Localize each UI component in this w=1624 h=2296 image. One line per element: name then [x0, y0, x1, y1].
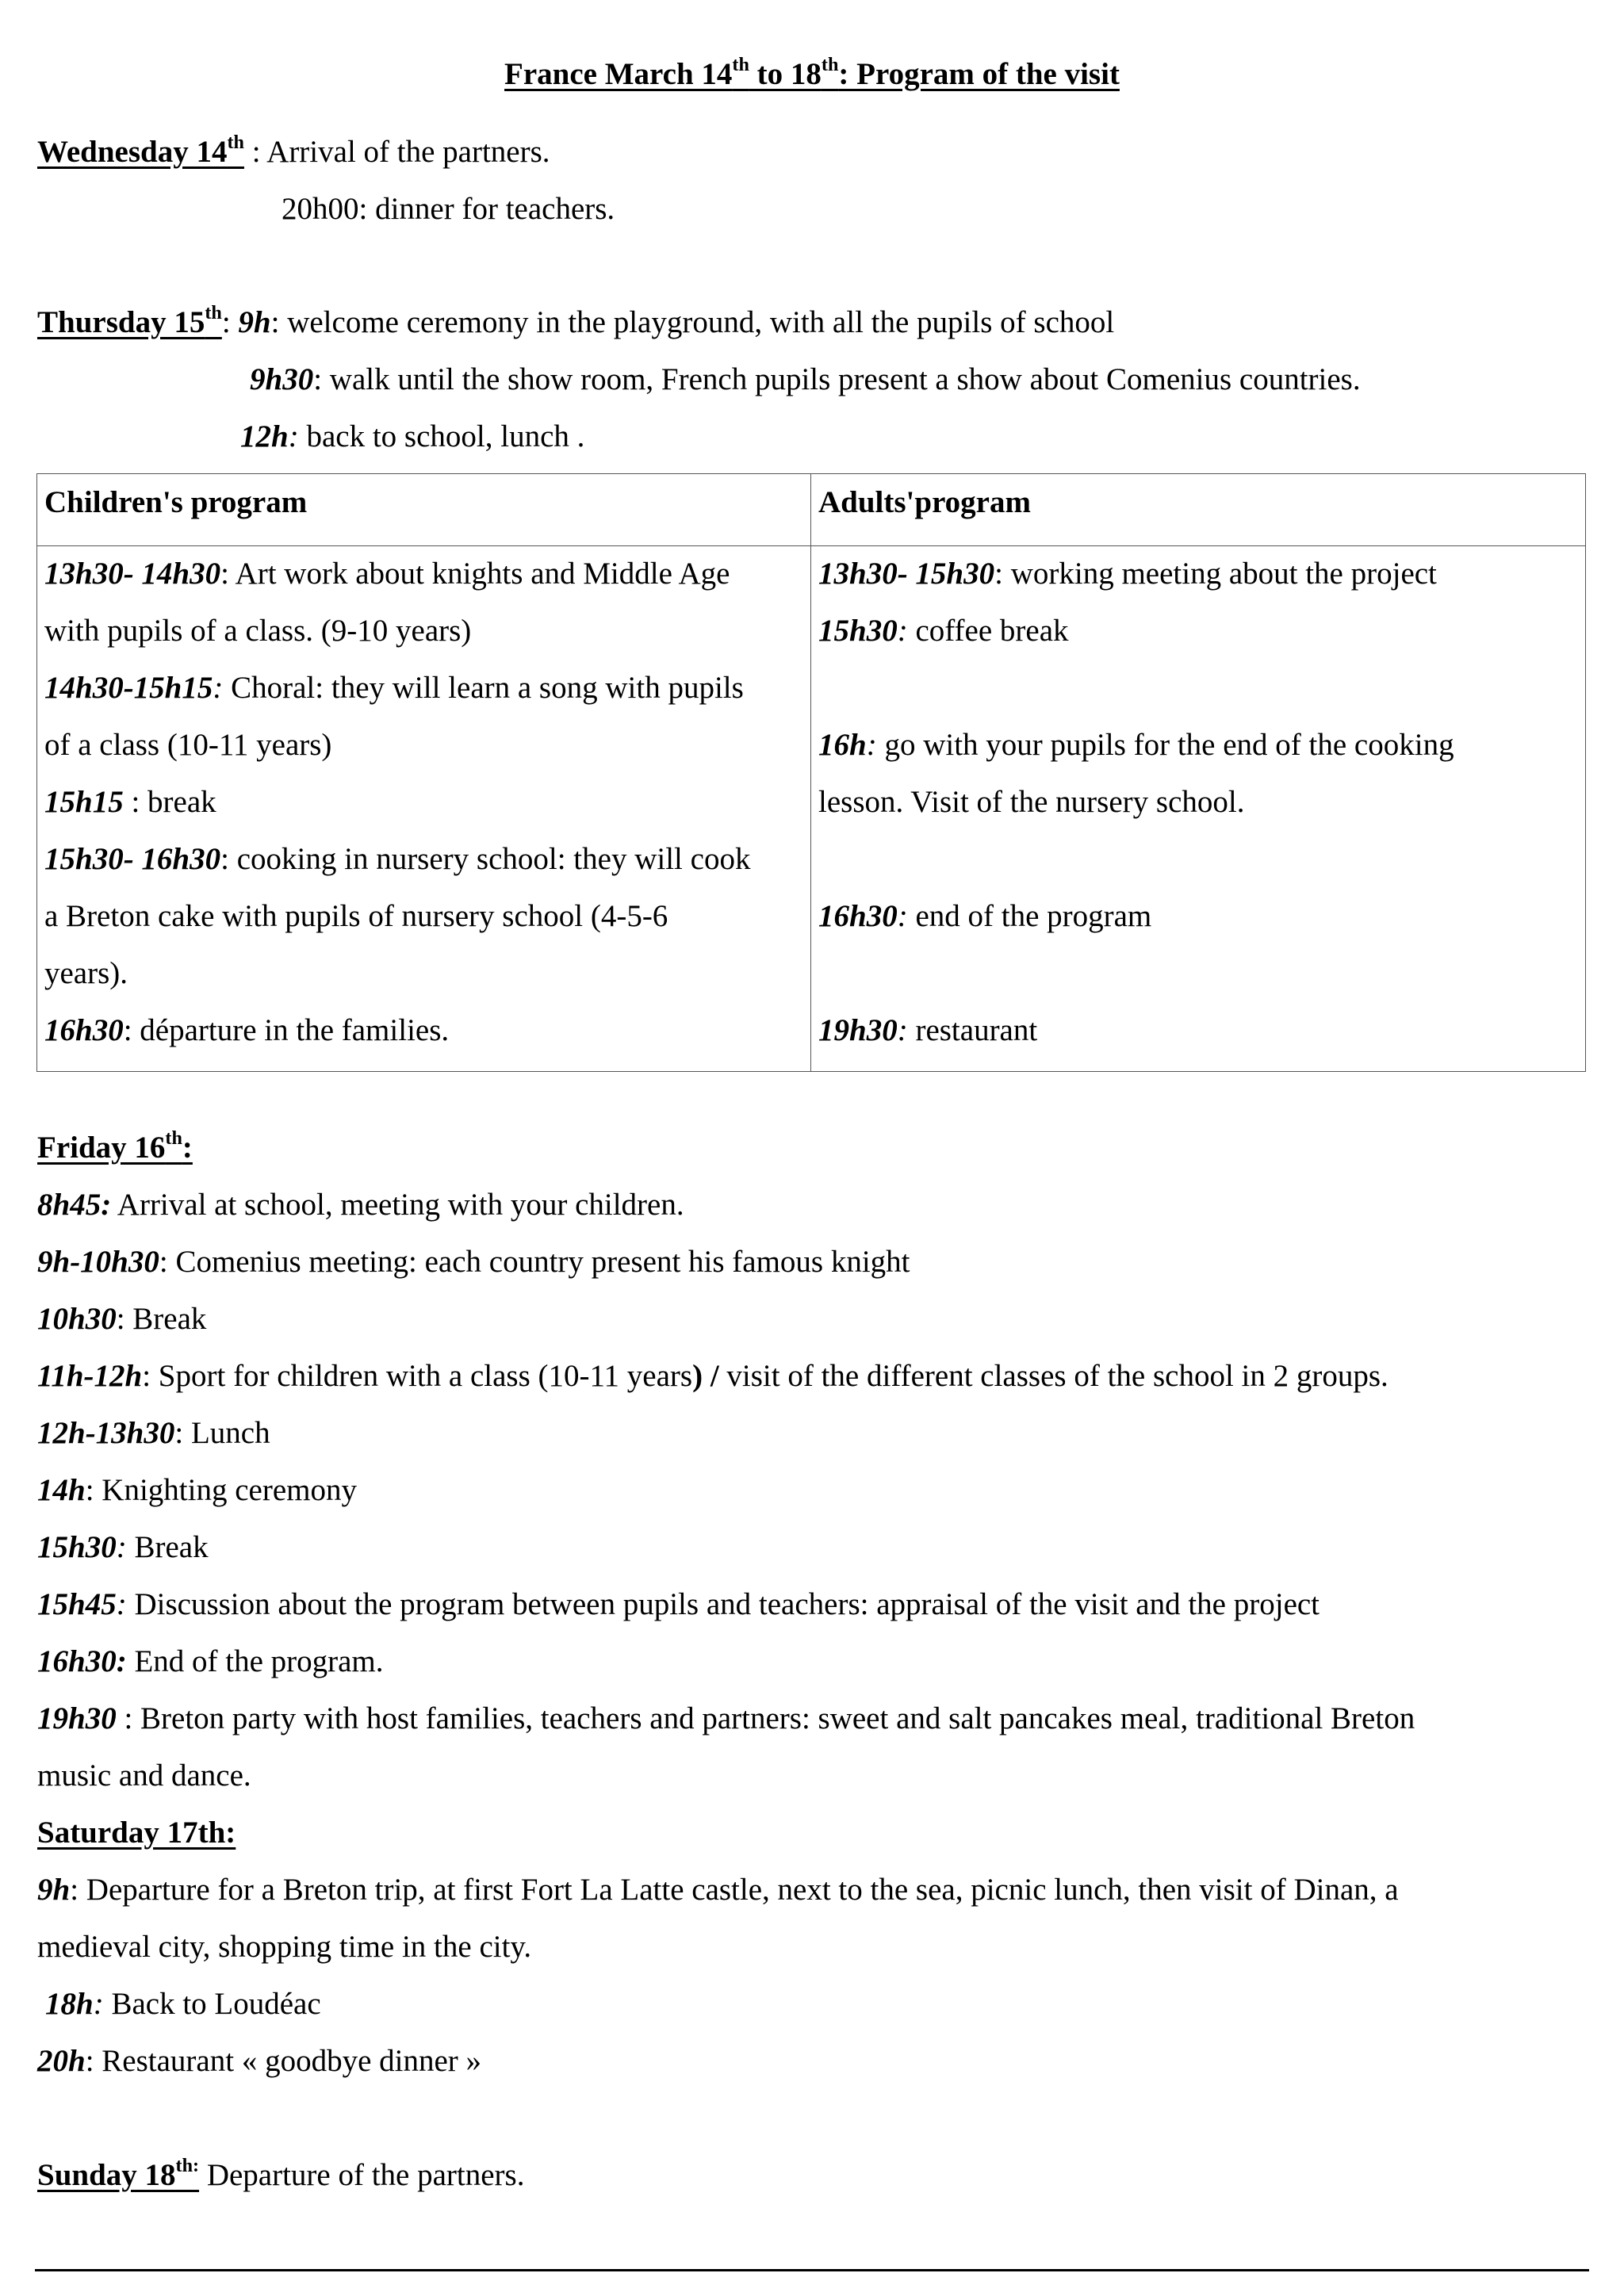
list-item: music and dance.: [37, 1758, 251, 1793]
table-row: 13h30- 14h30: Art work about knights and Middle Age: [44, 557, 730, 591]
friday-heading: Friday 16th:: [37, 1127, 193, 1165]
table-row: a Breton cake with pupils of nursery school (4-5-6: [44, 899, 668, 933]
table-row: with pupils of a class. (9-10 years): [44, 614, 472, 648]
table-row: 13h30- 15h30: working meeting about the project: [818, 557, 1437, 591]
list-item: 19h30 : Breton party with host families, teachers and partners: sweet and salt pancakes meal, traditional Breton: [37, 1701, 1415, 1735]
table-row: lesson. Visit of the nursery school.: [818, 785, 1245, 819]
list-item: 15h30: Break: [37, 1530, 209, 1564]
wednesday-dinner: 20h00: dinner for teachers.: [282, 192, 615, 226]
table-header-adults: Adults'program: [818, 485, 1031, 519]
table-header-divider: [37, 545, 1585, 546]
thursday-walk: 9h30: walk until the show room, French pupils present a show about Comenius countries.: [250, 362, 1361, 396]
table-row: 15h30- 16h30: cooking in nursery school: they will cook: [44, 842, 751, 876]
list-item: 9h: Departure for a Breton trip, at first Fort La Latte castle, next to the sea, picnic lunch, then visit of Dinan, a: [37, 1873, 1399, 1907]
table-header-children: Children's program: [44, 485, 308, 519]
list-item: 15h45: Discussion about the program between pupils and teachers: appraisal of the visit and the project: [37, 1587, 1320, 1621]
footer-rule: [35, 2269, 1589, 2271]
table-row: 14h30-15h15: Choral: they will learn a song with pupils: [44, 671, 744, 705]
list-item: 12h-13h30: Lunch: [37, 1416, 270, 1450]
list-item: 9h-10h30: Comenius meeting: each country present his famous knight: [37, 1245, 910, 1279]
wednesday-heading: Wednesday 14th: [37, 131, 244, 169]
table-row: 16h: go with your pupils for the end of the cooking: [818, 728, 1454, 762]
list-item: medieval city, shopping time in the city.: [37, 1930, 532, 1964]
wednesday-line: Wednesday 14th : Arrival of the partners.: [37, 131, 550, 169]
thursday-line: Thursday 15th: 9h: welcome ceremony in the playground, with all the pupils of school: [37, 301, 1115, 339]
table-row: of a class (10-11 years): [44, 728, 332, 762]
sunday-heading: Sunday $18^{th:}$: [37, 2154, 200, 2192]
saturday-heading: Saturday 17th:: [37, 1816, 236, 1850]
thursday-lunch: 12h: back to school, lunch .: [240, 419, 585, 453]
table-row: 16h30: départure in the families.: [44, 1013, 450, 1047]
list-item: 20h: Restaurant « goodbye dinner »: [37, 2044, 482, 2078]
list-item: 10h30: Break: [37, 1302, 207, 1336]
list-item: 11h-12h: Sport for children with a class (10-11 years) / visit of the different classes of the school in 2 groups.: [37, 1359, 1388, 1393]
table-row: 15h15 : break: [44, 785, 216, 819]
sunday-line: Sunday $18^{th:}$ Departure of the partners.: [37, 2154, 525, 2192]
table-column-divider: [810, 474, 811, 1071]
table-row: years).: [44, 956, 128, 990]
program-table: [36, 473, 1586, 1072]
list-item: 18h: Back to Loudéac: [45, 1987, 321, 2021]
thursday-heading: Thursday 15th: [37, 301, 222, 339]
table-row: 19h30: restaurant: [818, 1013, 1038, 1047]
list-item: 14h: Knighting ceremony: [37, 1473, 357, 1507]
page-title: France March 14th to 18th: Program of the visit: [504, 53, 1120, 91]
table-row: 16h30: end of the program: [818, 899, 1152, 933]
table-row: 15h30: coffee break: [818, 614, 1069, 648]
list-item: 8h45: Arrival at school, meeting with your children.: [37, 1188, 684, 1222]
list-item: 16h30: End of the program.: [37, 1644, 384, 1678]
